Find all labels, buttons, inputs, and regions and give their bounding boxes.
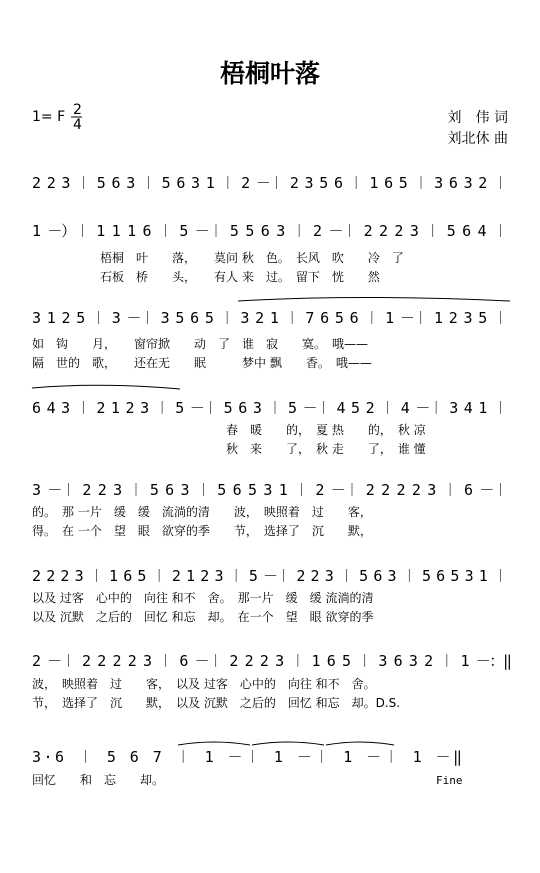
lyrics-line-4b: 秋 来 了， 秋 走 了， 谁 懂 [226,442,426,456]
lyrics-line-6b: 以及 沉默 之后的 回忆 和忘 却。 在一个 望 眼 欲穿的季 [32,610,374,624]
lyrics-line-6a: 以及 过客 心中的 向往 和不 舍。 那一片 缓 缓 流淌的清 [32,591,374,605]
notes-line-7: 2 －︱ 2 2 2 2 3 ︱ 6 －︱ 2 2 2 3 ︱ 1 6 5 ︱ 3 6 3 2 ︱ 1 －：‖ [32,652,512,670]
lyrics-line-4a: 春 暖 的， 夏 热 的， 秋 凉 [226,423,426,437]
notes-line-1: 2 2 3 ︱ 5 6 3 ︱ 5 6 3 1 ︱ 2 －︱ 2 3 5 6 ︱ 1 6 5 ︱ 3 6 3 2 ︱ [32,174,509,192]
notes-line-4: 6 4 3 ︱ 2 1 2 3 ︱ 5 －︱ 5 6 3 ︱ 5 －︱ 4 5 2 ︱ 4 －︱ 3 4 1 ︱ [32,399,508,417]
lyrics-line-2a: 梧桐 叶 落， 莫问 秋 色。 长风 吹 冷 了 [100,251,404,265]
system-6 [32,567,508,624]
lyrics-line-3b: 隔 世的 歌， 还在无 眠 梦中 飘 香。 哦—— [32,356,372,370]
system-4 [32,399,508,456]
lyrics-line-8: 回忆 和 忘 却。 [32,773,165,787]
time-signature-bottom: 4 [73,117,82,133]
system-5 [32,481,508,538]
composer-credit: 刘北休 曲 [447,131,508,147]
system-2 [32,222,508,284]
lyrics-line-2b: 石板 桥 头， 有人 来 过。 留下 恍 然 [100,270,380,284]
notes-line-3: 3 1 2 5 ︱ 3 －︱ 3 5 6 5 ︱ 3 2 1 ︱ 7 6 5 6 ︱ 1 －︱ 1 2 3 5 ︱ [32,309,508,327]
notes-line-6: 2 2 2 3 ︱ 1 6 5 ︱ 2 1 2 3 ︱ 5 －︱ 2 2 3 ︱ 5 6 3 ︱ 5 6 5 3 1 ︱ [32,567,509,585]
lyrics-line-5a: 的。 那 一片 缓 缓 流淌的清 波， 映照着 过 客， [32,505,372,519]
lyrics-line-5b: 得。 在 一个 望 眼 欲穿的季 节， 选择了 沉 默， [32,524,372,538]
lyrics-line-7a: 波， 映照着 过 客， 以及 过客 心中的 向往 和不 舍。 [32,677,376,691]
notes-line-8: 3·6 ︱ 5 6 7 ︱ 1 －︱ 1 －︱ 1 －︱ 1 －‖ [32,748,462,766]
notes-line-5: 3 －︱ 2 2 3 ︱ 5 6 3 ︱ 5 6 5 3 1 ︱ 2 －︱ 2 2 2 2 3 ︱ 6 －︱ [32,481,508,499]
song-title: 梧桐叶落 [219,59,321,88]
fine-marking: Fine [436,774,463,787]
system-1 [32,174,508,192]
system-7 [32,652,512,710]
lyrics-line-3a: 如 钩 月， 窗帘掀 动 了 谁 寂 寞。 哦—— [32,337,369,351]
system-3 [32,309,508,370]
system-8 [32,748,463,787]
key-signature: 1= F [32,109,66,125]
lyricist-credit: 刘 伟 词 [447,110,508,126]
lyrics-line-7b: 节， 选择了 沉 默， 以及 沉默 之后的 回忆 和忘 却。D.S. [32,696,401,710]
time-signature-top: 2 [73,102,82,118]
notes-line-2: 1 －）︱ 1 1 1 6 ︱ 5 －︱ 5 5 6 3 ︱ 2 －︱ 2 2 2 3 ︱ 5 6 4 ︱ [32,222,508,240]
